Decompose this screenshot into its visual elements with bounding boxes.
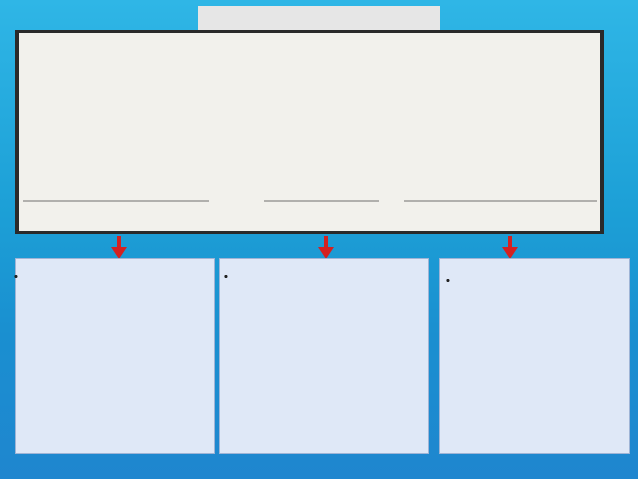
pyramid-figure [19, 33, 600, 231]
arrow-down-icon [111, 236, 127, 260]
info-box-stationary [439, 258, 630, 454]
info-box-expansive [15, 258, 215, 454]
arrow-down-icon [318, 236, 334, 260]
arrow-down-icon [502, 236, 518, 260]
info-box-constrictive [219, 258, 429, 454]
title-banner [198, 6, 440, 32]
pyramid-image [19, 33, 600, 231]
